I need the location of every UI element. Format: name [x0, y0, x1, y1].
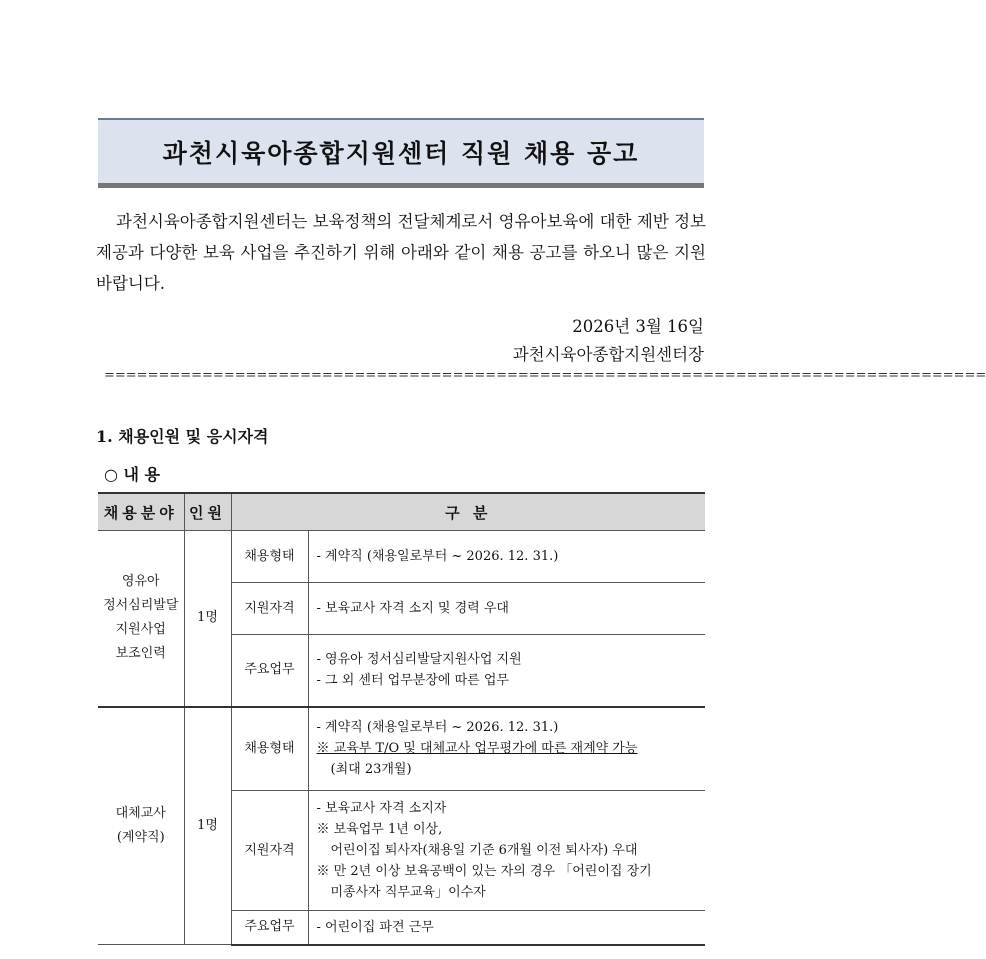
row-detail: - 보육교사 자격 소지 및 경력 우대	[308, 583, 705, 635]
row-detail: - 영유아 정서심리발달지원사업 지원 - 그 외 센터 업무분장에 따른 업무	[308, 635, 705, 707]
field-cell: 대체교사 (계약직)	[98, 707, 184, 945]
header-field: 채용분야	[98, 493, 184, 531]
count-cell: 1명	[184, 531, 231, 707]
row-label: 채용형태	[231, 531, 308, 583]
field-cell: 영유아 정서심리발달 지원사업 보조인력	[98, 531, 184, 707]
divider-line: =================================================================================	[104, 368, 986, 383]
issuing-organization: 과천시육아종합지원센터장	[512, 345, 704, 364]
title-box	[98, 118, 704, 188]
row-label: 주요업무	[231, 635, 308, 707]
table-row	[98, 707, 705, 791]
page-title: 과천시육아종합지원센터 직원 채용 공고	[162, 138, 640, 168]
notice-date: 2026년 3월 16일	[572, 317, 704, 336]
header-count: 인원	[184, 493, 231, 531]
table-row	[98, 531, 705, 583]
row-label: 채용형태	[231, 707, 308, 791]
row-detail: - 어린이집 파견 근무	[308, 911, 705, 945]
renewal-note: ※ 교육부 T/O 및 대체교사 업무평가에 따른 재계약 가능	[316, 741, 638, 757]
row-label: 지원자격	[231, 791, 308, 911]
subsection-title: ○ 내 용	[104, 465, 161, 484]
row-detail: - 계약직 (채용일로부터 ~ 2026. 12. 31.) ※ 교육부 T/O 및 대체교사 업무평가에 따른 재계약 가능 (최대 23개월)	[308, 707, 705, 791]
row-label: 지원자격	[231, 583, 308, 635]
table-header-row	[98, 493, 705, 531]
section-title: 1. 채용인원 및 응시자격	[96, 427, 269, 446]
row-detail: - 계약직 (채용일로부터 ~ 2026. 12. 31.)	[308, 531, 705, 583]
row-label: 주요업무	[231, 911, 308, 945]
row-detail: - 보육교사 자격 소지자 ※ 보육업무 1년 이상, 어린이집 퇴사자(채용일 기준 6개월 이전 퇴사자) 우대 ※ 만 2년 이상 보육공백이 있는 자의 경우 「어린이집 장기 미종사자 직무교육」이수자	[308, 791, 705, 911]
header-details: 구 분	[231, 493, 705, 531]
recruitment-table	[98, 492, 705, 946]
intro-paragraph: 과천시육아종합지원센터는 보육정책의 전달체계로서 영유아보육에 대한 제반 정보 제공과 다양한 보육 사업을 추진하기 위해 아래와 같이 채용 공고를 하오니 많은 지원 바랍니다.	[96, 212, 706, 293]
count-cell: 1명	[184, 707, 231, 945]
